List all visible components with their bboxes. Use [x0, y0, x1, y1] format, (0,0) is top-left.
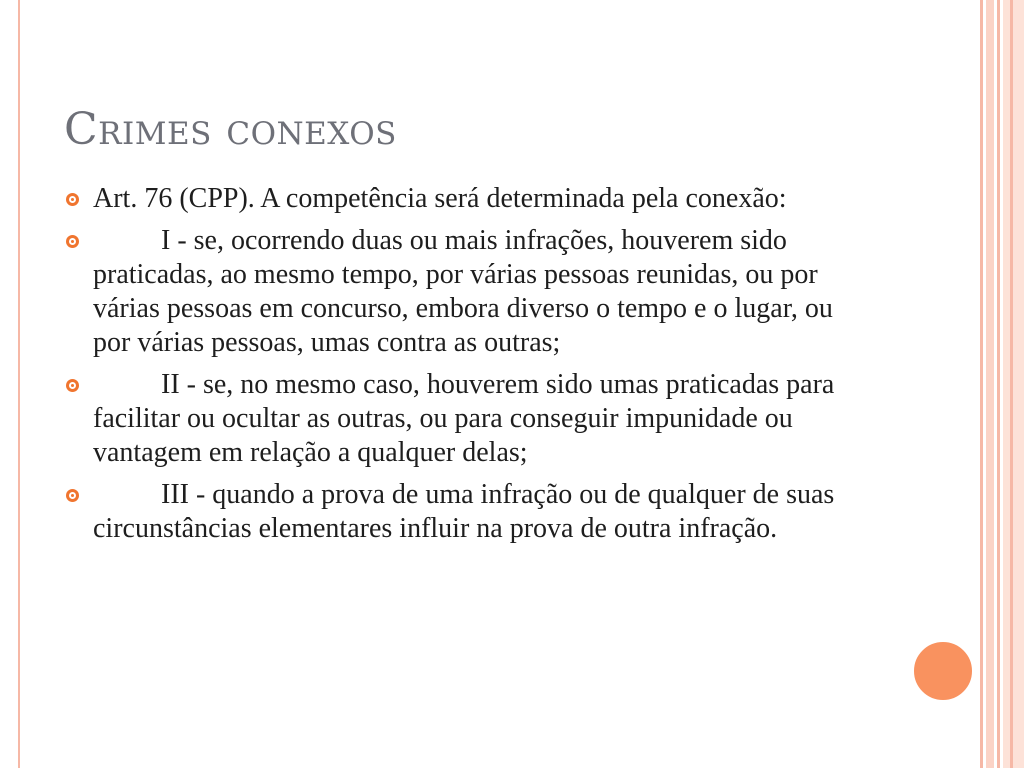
left-border-frame — [0, 0, 20, 768]
right-decor-stripe — [997, 0, 1000, 768]
right-decor-stripe — [980, 0, 983, 768]
bullet-item-inciso-1 — [66, 224, 876, 360]
right-decor-stripe — [1010, 0, 1013, 768]
bullet-list — [66, 182, 876, 554]
slide-title: Crimes conexos — [64, 104, 397, 155]
bullet-item-art76 — [66, 182, 876, 216]
bullet-text: I - se, ocorrendo duas ou mais infrações, houverem sido praticadas, ao mesmo tempo, por várias pessoas reunidas, ou por várias pessoas em concurso, embora diverso o tempo e o lugar, ou por várias pessoas, umas contra as outras; — [93, 225, 833, 358]
circle-bullet-icon — [66, 193, 79, 206]
circle-bullet-icon — [66, 489, 79, 502]
right-decor-stripe — [986, 0, 994, 768]
bullet-text: III - quando a prova de uma infração ou de qualquer de suas circunstâncias elementares influir na prova de outra infração. — [93, 479, 835, 544]
right-decor-stripe-band — [1003, 0, 1024, 768]
bullet-item-inciso-3 — [66, 478, 876, 546]
bullet-item-inciso-2 — [66, 368, 876, 470]
bullet-text: Art. 76 (CPP). A competência será determinada pela conexão: — [93, 183, 787, 214]
circle-bullet-icon — [66, 379, 79, 392]
bullet-text: II - se, no mesmo caso, houverem sido umas praticadas para facilitar ou ocultar as outras, ou para conseguir impunidade ou vantagem em relação a qualquer delas; — [93, 369, 835, 468]
circle-bullet-icon — [66, 235, 79, 248]
orange-circle-decoration — [912, 640, 974, 702]
